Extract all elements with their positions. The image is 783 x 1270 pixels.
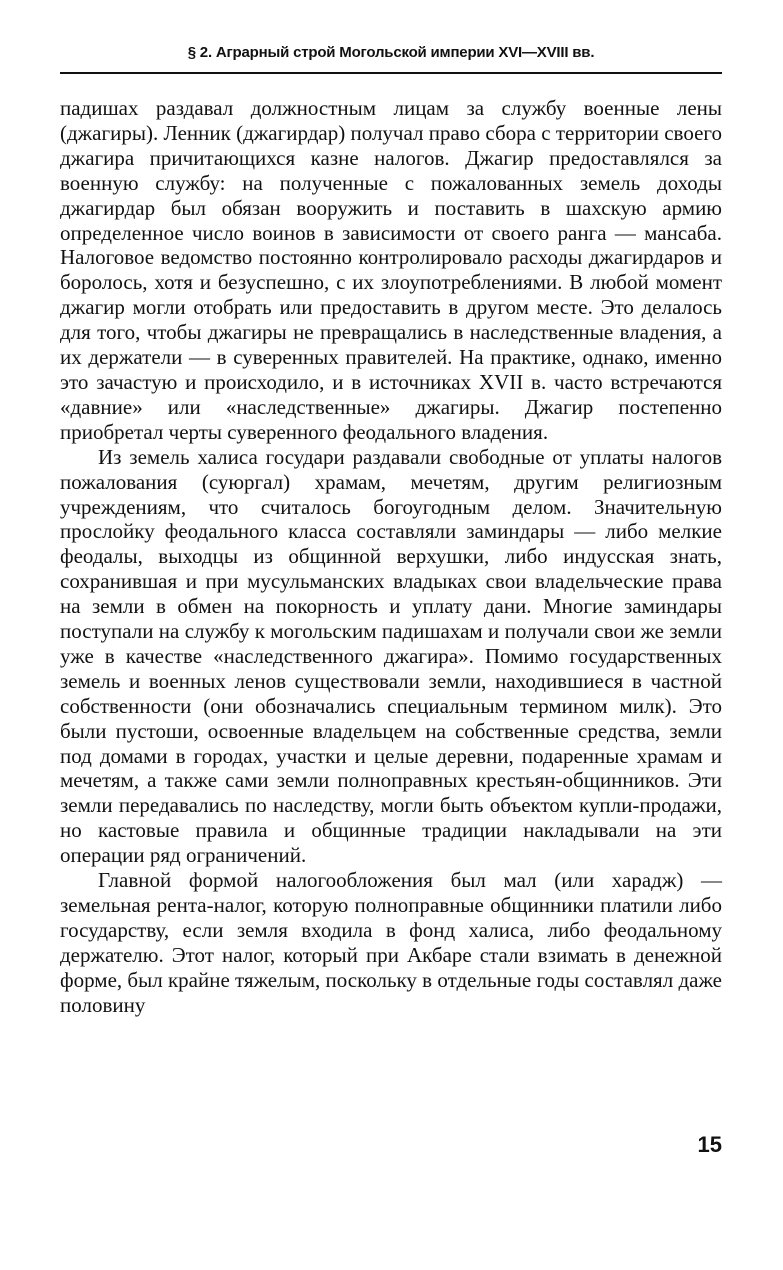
paragraph: Главной формой налогообложения был мал (или харадж) — земельная рента-налог, которую полноправные общинники платили либо государству, если земля входила в фонд халиса, либо феодальному держателю. Этот налог, который при Акбаре стали взимать в денежной форме, был крайне тяжелым, поскольку в отдельные годы составлял даже половину	[60, 868, 722, 1017]
running-header: § 2. Аграрный строй Могольской империи XVI—XVIII вв.	[187, 44, 595, 61]
body-text	[60, 96, 722, 1018]
paragraph-continuation: падишах раздавал должностным лицам за службу военные лены (джагиры). Ленник (джагирдар) получал право сбора с территории своего джагира причитающихся казне налогов. Джагир предоставлялся за военную службу: на полученные с пожалованных земель доходы джагирдар был обязан вооружить и поставить в шахскую армию определенное число воинов в зависимости от своего ранга — мансаба. Налоговое ведомство постоянно контролировало расходы джагирдаров и боролось, хотя и безуспешно, с их злоупотреблениями. В любой момент джагир могли отобрать или предоставить в другом месте. Это делалось для того, чтобы джагиры не превращались в наследственные владения, а их держатели — в суверенных правителей. На практике, однако, именно это зачастую и происходило, и в источниках XVII в. часто встречаются «давние» или «наследственные» джагиры. Джагир постепенно приобретал черты суверенного феодального владения.	[60, 96, 722, 444]
page-number: 15	[697, 1132, 722, 1157]
header-rule	[60, 72, 722, 74]
paragraph: Из земель халиса государи раздавали свободные от уплаты налогов пожалования (суюргал) храмам, мечетям, другим религиозным учреждениям, что считалось богоугодным делом. Значительную прослойку феодального класса составляли заминдары — либо мелкие феодалы, выходцы из общинной верхушки, либо индусская знать, сохранившая и при мусульманских владыках свои владельческие права на земли в обмен на покорность и уплату дани. Многие заминдары поступали на службу к могольским падишахам и получали свои же земли уже в качестве «наследственного джагира». Помимо государственных земель и военных ленов существовали земли, находившиеся в частной собственности (они обозначались специальным термином милк). Это были пустоши, освоенные владельцем на собственные средства, земли под домами в городах, участки и целые деревни, подаренные храмам и мечетям, а также сами земли полноправных крестьян-общинников. Эти земли передавались по наследству, могли быть объектом купли-продажи, но кастовые правила и общинные традиции накладывали на эти операции ряд ограничений.	[60, 444, 722, 868]
